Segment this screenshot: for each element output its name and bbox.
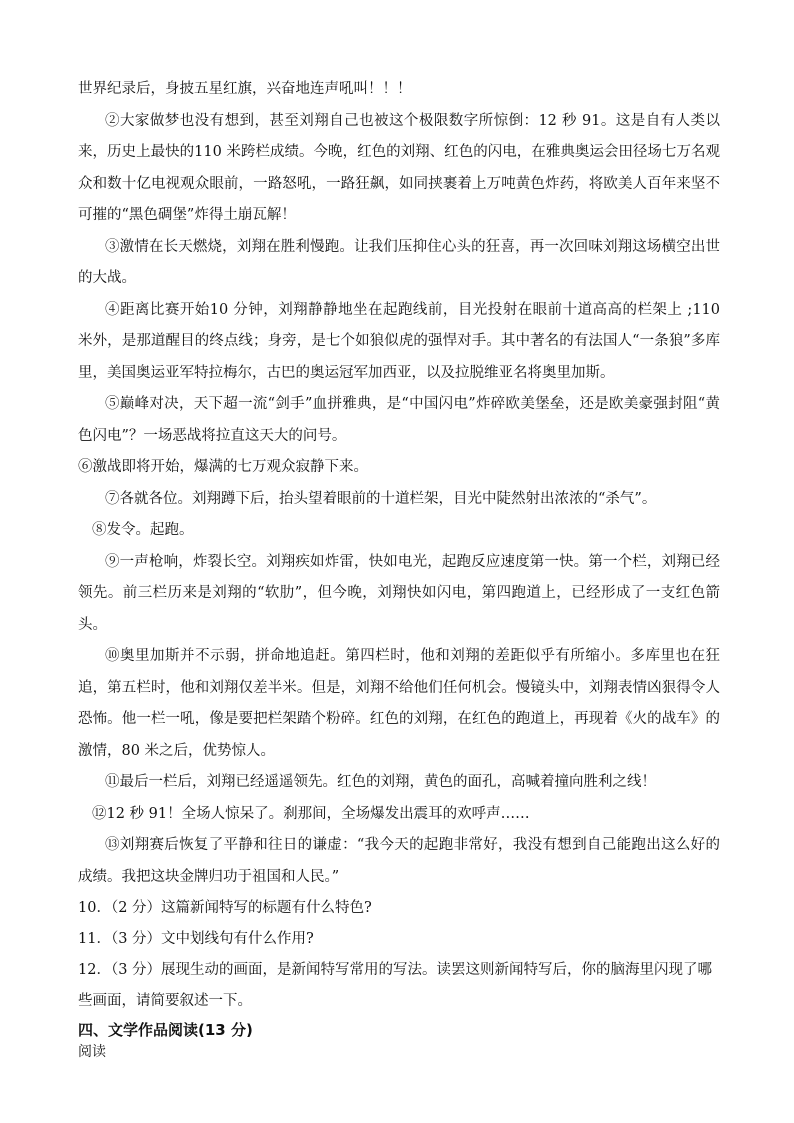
paragraph-6: ⑥激战即将开始，爆满的七万观众寂静下来。 [78,459,368,475]
paragraph-5: ⑤巅峰对决，天下超一流“剑手”血拼雅典，是“中国闪电”炸碎欧美堡垒，还是欧美豪强封阻“黄色闪电”？一场恶战将拉直这天大的问号。 [78,396,720,444]
question-12: 12．（3 分）展现生动的画面，是新闻特写常用的写法。读罢这则新闻特写后，你的脑海里闪现了哪些画面，请简要叙述一下。 [78,962,713,1009]
paragraph-7: ⑦各就各位。刘翔蹲下后，抬头望着眼前的十道栏架，目光中陡然射出浓浓的“杀气”。 [105,490,657,507]
paragraph-3: ③激情在长天燃烧，刘翔在胜利慢跑。让我们压抑住心头的狂喜，再一次回味刘翔这场横空出世的大战。 [78,238,720,286]
article-body [78,74,720,1063]
paragraph-4: ④距离比赛开始10 分钟，刘翔静静地坐在起跑线前，目光投射在眼前十道高高的栏架上 ;110 米外，是那道醒目的终点线；身旁，是七个如狼似虎的强悍对手。其中著名的有法国人“一条狼”多库里，美国奥运亚军特拉梅尔，古巴的奥运冠军加西亚，以及拉脱维亚名将奥里加斯。 [78,301,720,381]
paragraph-1-tail: 世界纪录后，身披五星红旗，兴奋地连声吼叫！！！ [78,81,412,97]
paragraph-11: ⑪最后一栏后，刘翔已经遥遥领先。红色的刘翔，黄色的面孔，高喊着撞向胜利之线！ [105,774,656,790]
question-11: 11．（3 分）文中划线句有什么作用? [78,931,314,947]
paragraph-10: ⑩奥里加斯并不示弱，拼命地追赶。第四栏时，他和刘翔的差距似乎有所缩小。多库里也在狂追，第五栏时，他和刘翔仅差半米。但是，刘翔不给他们任何机会。慢镜头中，刘翔表情凶狠得令人恐怖。他一栏一吼，像是要把栏架踏个粉碎。红色的刘翔，在红色的跑道上，再现着《火的战车》的激情，80 米之后，优势惊人。 [78,648,720,759]
paragraph-9: ⑨一声枪响，炸裂长空。刘翔疾如炸雷，快如电光，起跑反应速度第一快。第一个栏，刘翔已经领先。前三栏历来是刘翔的“软肋”，但今晚，刘翔快如闪电，第四跑道上，已经形成了一支红色箭头。 [78,553,720,633]
question-10: 10．（2 分）这篇新闻特写的标题有什么特色? [78,900,372,916]
paragraph-8: ⑧发令。起跑。 [92,522,194,538]
read-label: 阅读 [78,1044,106,1060]
paragraph-12: ⑫12 秒 91！全场人惊呆了。刹那间，全场爆发出震耳的欢呼声…… [92,805,530,822]
paragraph-13: ⑬刘翔赛后恢复了平静和往日的谦虚：“我今天的起跑非常好，我没有想到自己能跑出这么好的成绩。我把这块金牌归功于祖国和人民。” [78,837,720,885]
paragraph-2: ②大家做梦也没有想到，甚至刘翔自己也被这个极限数字所惊倒：12 秒 91。这是自有人类以来，历史上最快的110 米跨栏成绩。今晚，红色的刘翔、红色的闪电，在雅典奥运会田径场七万名观众和数十亿电视观众眼前，一路怒吼，一路狂飙，如同挟裹着上万吨黄色炸药，将欧美人百年来坚不可摧的“黑色碉堡”炸得土崩瓦解！ [78,112,720,223]
section-heading: 四、文学作品阅读(13 分) [78,1021,253,1039]
